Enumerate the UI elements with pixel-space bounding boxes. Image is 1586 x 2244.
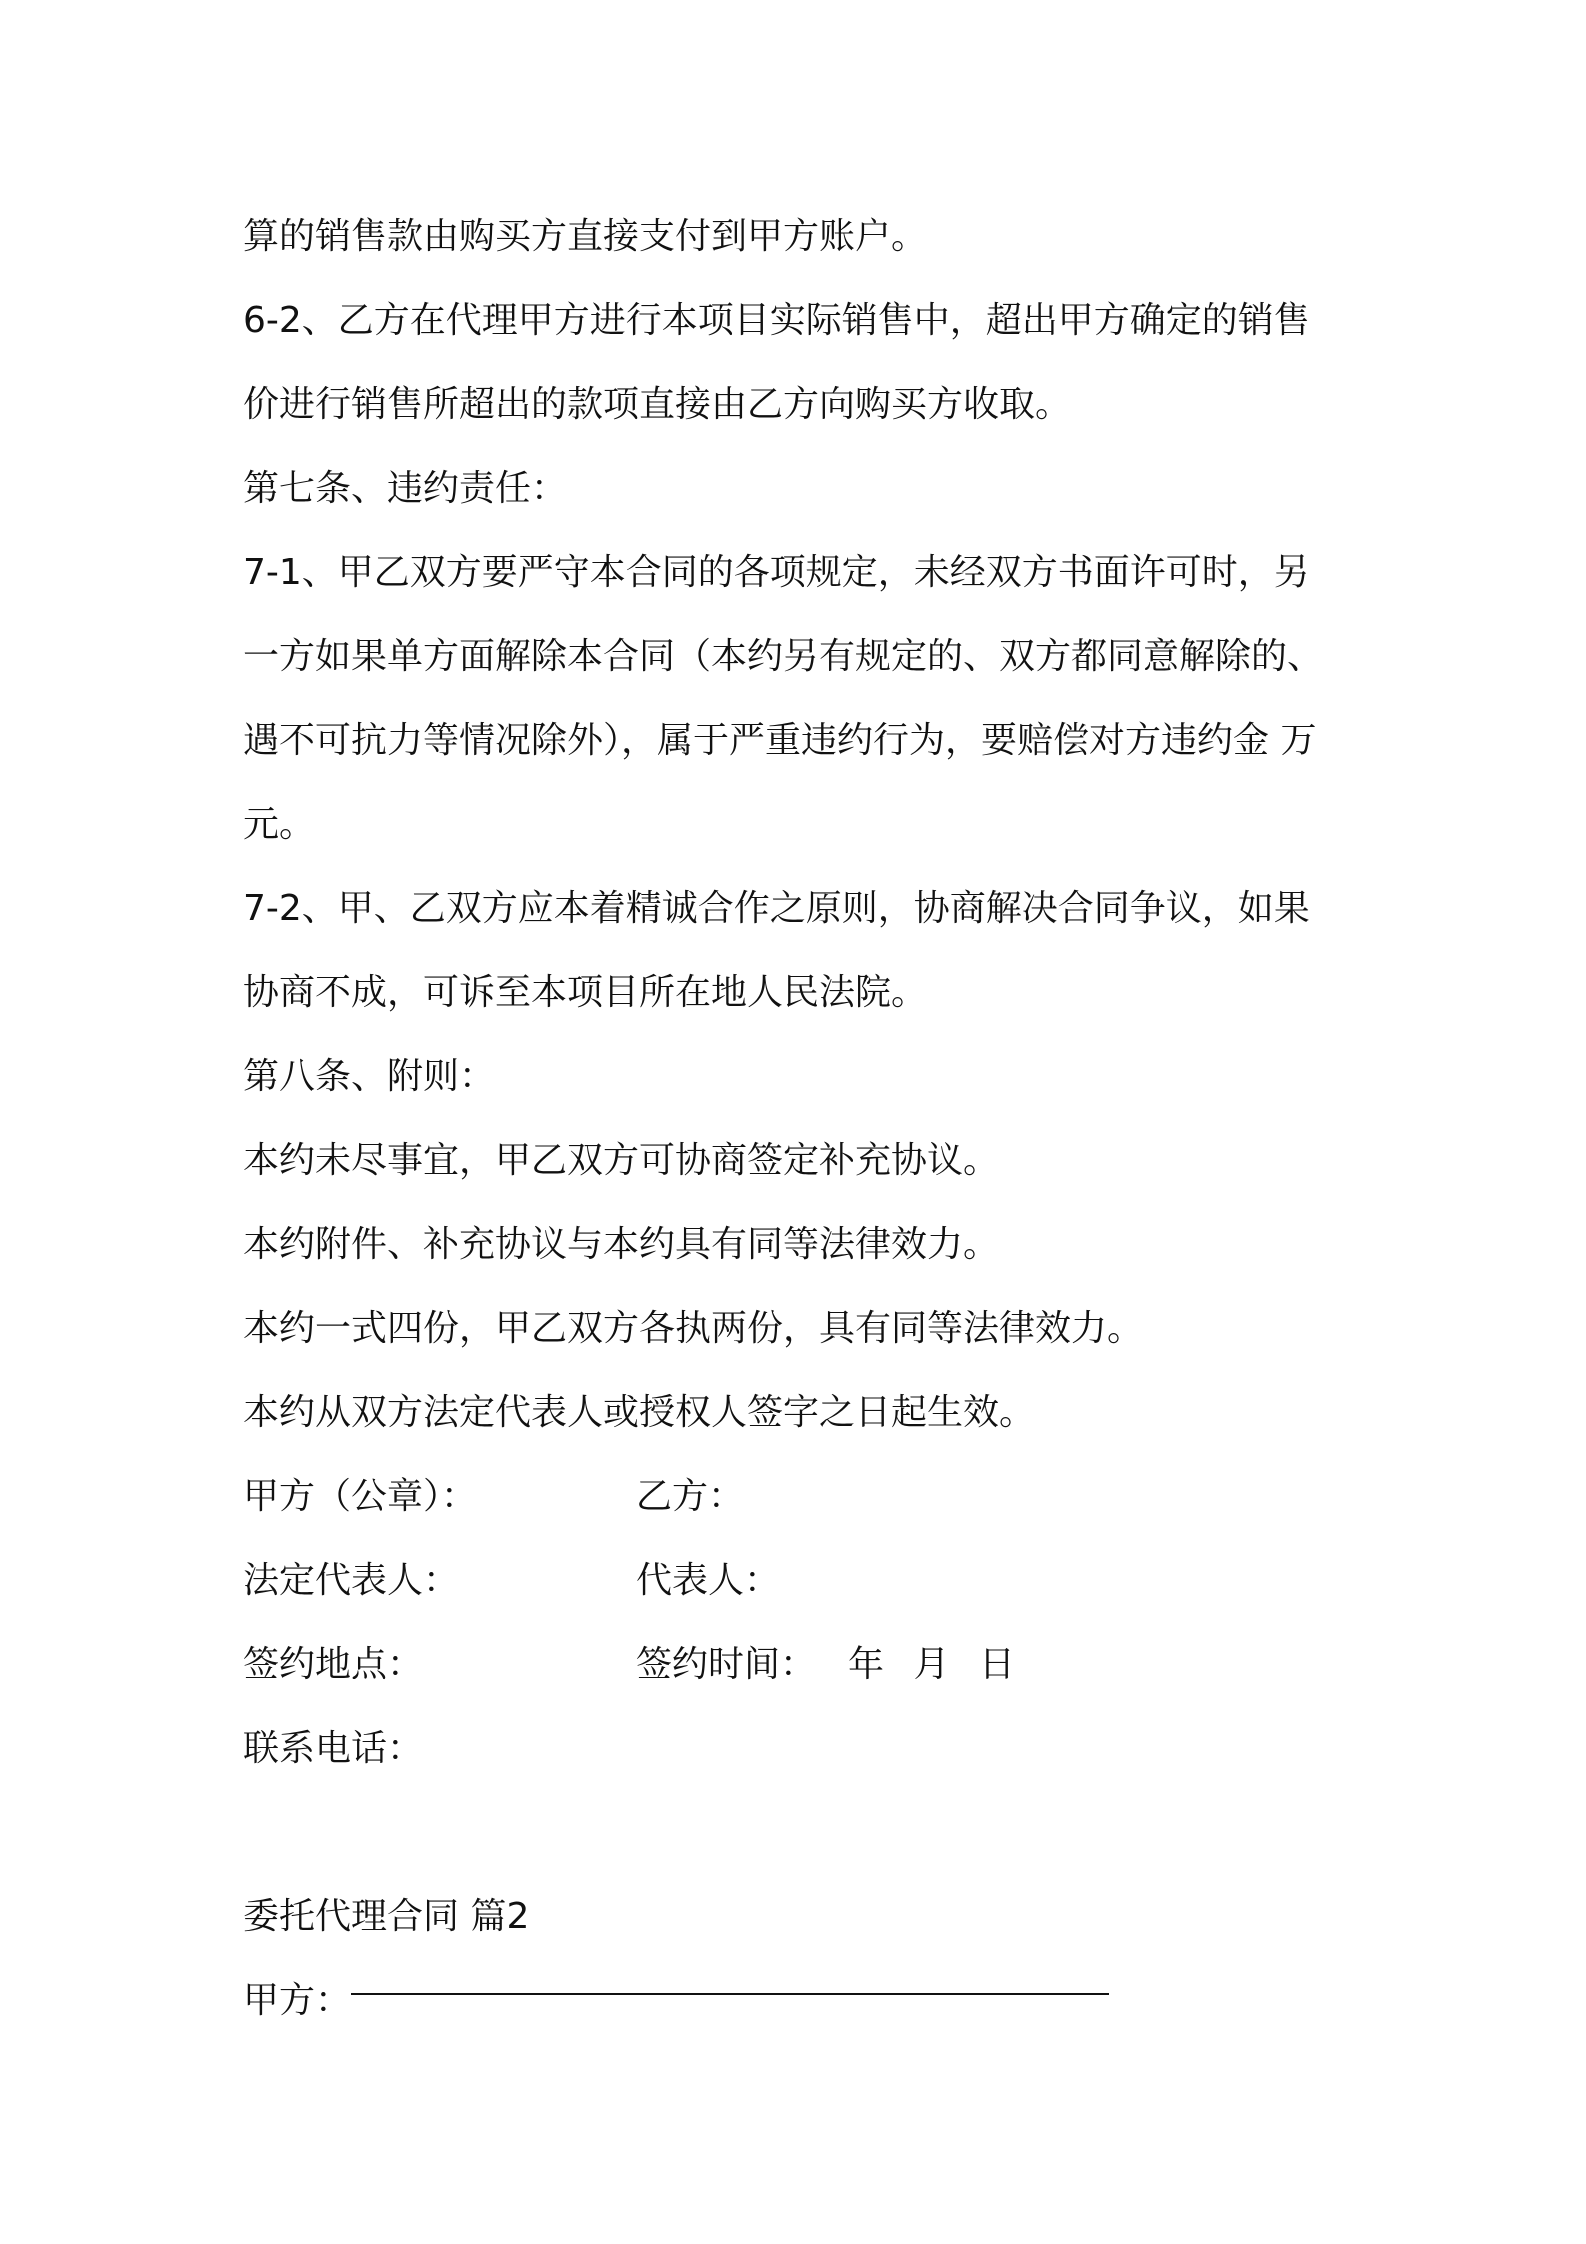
party-b-label: 乙方： xyxy=(636,1476,745,1517)
party-a-label: 甲方（公章）： xyxy=(243,1476,478,1517)
month-label: 月 xyxy=(913,1644,950,1685)
sign-time-label: 签约时间： xyxy=(636,1644,817,1685)
paragraph-line: 6-2、乙方在代理甲方进行本项目实际销售中，超出甲方确定的销售 xyxy=(243,300,1310,341)
section-heading: 第七条、违约责任： xyxy=(243,468,568,509)
paragraph-line: 一方如果单方面解除本合同（本约另有规定的、双方都同意解除的、 xyxy=(243,636,1324,677)
blank-line xyxy=(243,1791,1353,1875)
next-party-a-row xyxy=(243,1959,1353,2043)
paragraph-line: 算的销售款由购买方直接支付到甲方账户。 xyxy=(243,216,928,257)
paragraph-line: 遇不可抗力等情况除外），属于严重违约行为，要赔偿对方违约金 万 xyxy=(243,720,1317,761)
next-party-a-label: 甲方： xyxy=(243,1980,352,2021)
next-section-title: 委托代理合同 篇2 xyxy=(243,1896,530,1937)
party-a-blank-underline xyxy=(351,1959,1109,1995)
paragraph-line: 本约附件、补充协议与本约具有同等法律效力。 xyxy=(243,1224,1000,1265)
paragraph-line: 元。 xyxy=(243,804,316,845)
document-body xyxy=(243,195,1353,2043)
signature-row-place-time xyxy=(243,1623,1353,1707)
paragraph-line: 本约未尽事宜，甲乙双方可协商签定补充协议。 xyxy=(243,1140,1000,1181)
phone-label: 联系电话： xyxy=(243,1728,424,1769)
sign-date xyxy=(848,1623,1033,1707)
paragraph-line: 7-2、甲、乙双方应本着精诚合作之原则，协商解决合同争议，如果 xyxy=(243,888,1310,929)
paragraph-line: 本约一式四份，甲乙双方各执两份，具有同等法律效力。 xyxy=(243,1308,1144,1349)
day-label: 日 xyxy=(978,1644,1015,1685)
section-heading: 第八条、附则： xyxy=(243,1056,496,1097)
signature-row-reps xyxy=(243,1539,1353,1623)
paragraph-line: 价进行销售所超出的款项直接由乙方向购买方收取。 xyxy=(243,384,1072,425)
paragraph-line: 本约从双方法定代表人或授权人签字之日起生效。 xyxy=(243,1392,1036,1433)
paragraph-line: 7-1、甲乙双方要严守本合同的各项规定，未经双方书面许可时，另 xyxy=(243,552,1310,593)
sign-place-label: 签约地点： xyxy=(243,1644,424,1685)
year-label: 年 xyxy=(848,1644,885,1685)
signature-row-phone xyxy=(243,1707,1353,1791)
legal-rep-label: 法定代表人： xyxy=(243,1560,460,1601)
rep-label: 代表人： xyxy=(636,1560,781,1601)
paragraph-line: 协商不成，可诉至本项目所在地人民法院。 xyxy=(243,972,928,1013)
signature-row-parties xyxy=(243,1455,1353,1539)
